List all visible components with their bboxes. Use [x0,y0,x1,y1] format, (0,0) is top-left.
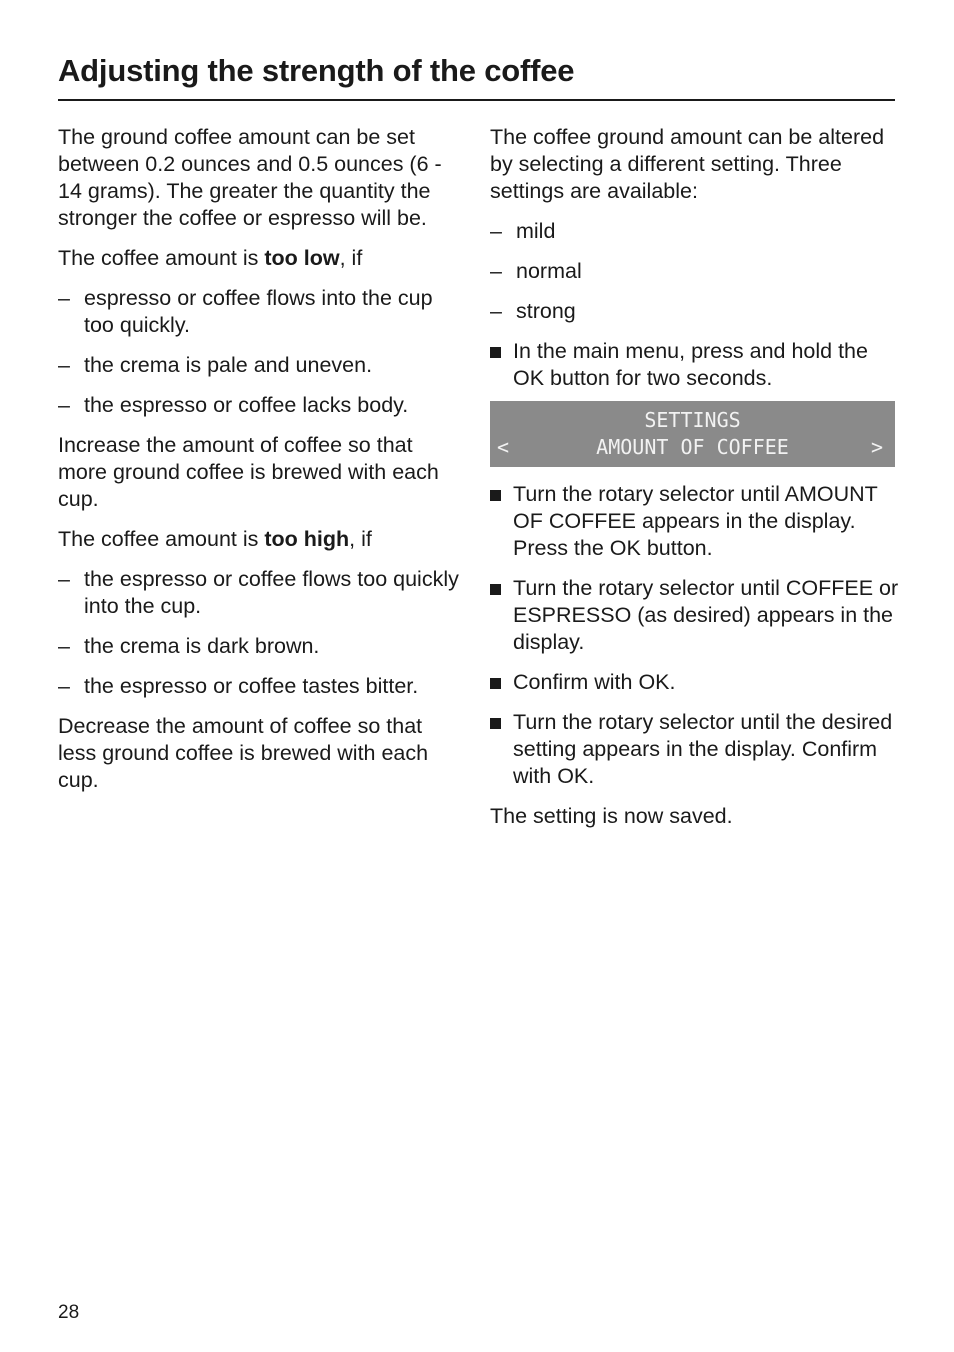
square-bullet-icon [490,678,501,689]
dash-bullet: – [490,219,502,243]
dash-bullet: – [490,259,502,283]
decrease-paragraph: Decrease the amount of coffee so that less ground coffee is brewed with each cup. [58,714,429,792]
instruction-steps-b [490,481,900,790]
page-title: Adjusting the strength of the coffee [58,53,575,88]
arrow-left-icon: < [497,435,510,459]
intro-paragraph: The ground coffee amount can be set between 0.2 ounces and 0.5 ounces (6 - 14 grams). The greater the quantity the stronger the coffee or espresso will be. [58,125,442,230]
dash-bullet: – [58,674,70,698]
square-bullet-icon [490,718,501,729]
list-item: – strong [490,299,576,323]
saved-paragraph: The setting is now saved. [490,804,733,828]
display-line-amount-of-coffee: AMOUNT OF COFFEE [596,435,789,459]
too-low-heading: The coffee amount is too low, if [58,246,363,270]
instruction-step: In the main menu, press and hold the OK button for two seconds. [490,338,900,392]
too-low-list [58,285,466,419]
too-high-list [58,566,466,700]
list-item: – the crema is dark brown. [58,634,320,658]
list-item: – mild [490,219,556,243]
right-column [490,124,900,843]
left-column [58,124,466,807]
too-high-emphasis: too high [264,527,350,551]
dash-bullet: – [490,299,502,323]
instruction-step: Turn the rotary selector until COFFEE or ESPRESSO (as desired) appears in the display. [490,575,900,656]
settings-list [490,218,900,325]
list-item: – normal [490,259,582,283]
list-item: – the espresso or coffee lacks body. [58,393,409,417]
instruction-steps-a [490,338,900,392]
instruction-step: Confirm with OK. [490,669,900,696]
list-item: – espresso or coffee flows into the cup too quickly. [58,286,433,337]
machine-display [490,401,895,467]
list-item: – the espresso or coffee flows too quickly into the cup. [58,567,459,618]
dash-bullet: – [58,393,70,417]
instruction-step: Turn the rotary selector until the desired setting appears in the display. Confirm with OK. [490,709,900,790]
square-bullet-icon [490,584,501,595]
dash-bullet: – [58,286,70,310]
too-low-emphasis: too low [264,246,340,270]
page-number: 28 [58,1302,80,1323]
dash-bullet: – [58,634,70,658]
too-high-heading: The coffee amount is too high, if [58,527,372,551]
instruction-step: Turn the rotary selector until AMOUNT OF COFFEE appears in the display. Press the OK button. [490,481,900,562]
list-item: – the espresso or coffee tastes bitter. [58,674,419,698]
display-line-settings: SETTINGS [644,408,741,432]
square-bullet-icon [490,490,501,501]
arrow-right-icon: > [870,435,883,459]
title-divider [58,99,895,101]
increase-paragraph: Increase the amount of coffee so that more ground coffee is brewed with each cup. [58,433,439,511]
list-item: – the crema is pale and uneven. [58,353,373,377]
settings-intro-paragraph: The coffee ground amount can be altered by selecting a different setting. Three settings are available: [490,125,885,203]
square-bullet-icon [490,347,501,358]
dash-bullet: – [58,567,70,591]
dash-bullet: – [58,353,70,377]
